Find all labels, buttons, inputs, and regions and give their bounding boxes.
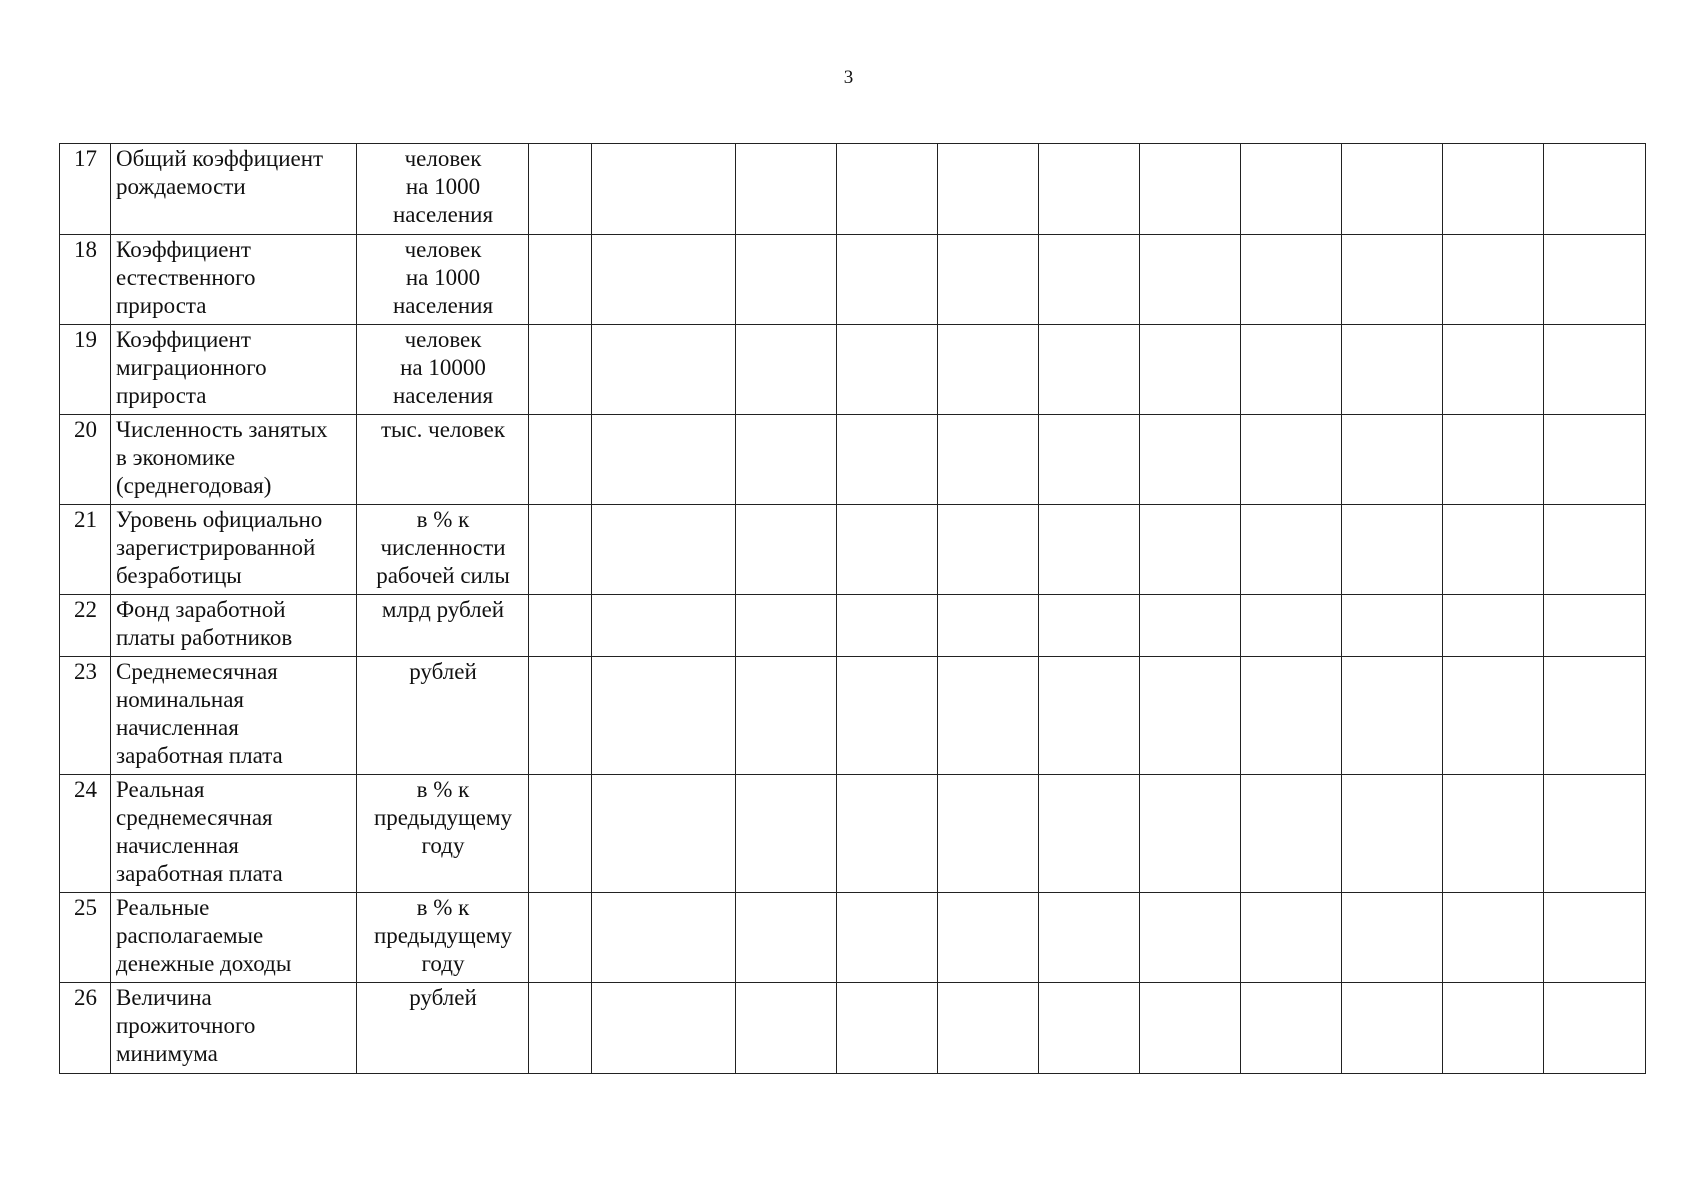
table-row	[60, 144, 1646, 235]
value-cell	[592, 415, 736, 505]
value-cell	[529, 657, 592, 775]
indicator-name	[111, 144, 357, 235]
value-cell	[1544, 505, 1646, 595]
value-cell	[1039, 415, 1140, 505]
value-cell	[1544, 775, 1646, 893]
value-cell	[736, 144, 837, 235]
value-cell	[1241, 657, 1342, 775]
indicator-name-line: заработная плата	[116, 743, 283, 768]
value-cell	[938, 595, 1039, 657]
indicator-name-line: в экономике	[116, 445, 236, 470]
indicator-name-line: Уровень официально	[116, 507, 323, 532]
indicator-name-line: (среднегодовая)	[116, 473, 272, 498]
indicator-name-line: Коэффициент	[116, 327, 251, 352]
table-row	[60, 325, 1646, 415]
value-cell	[1342, 595, 1443, 657]
value-cell	[1039, 505, 1140, 595]
table-row	[60, 595, 1646, 657]
value-cell	[529, 325, 592, 415]
value-cell	[938, 415, 1039, 505]
value-cell	[837, 505, 938, 595]
value-cell	[837, 983, 938, 1074]
unit-of-measure	[357, 775, 529, 893]
value-cell	[1443, 235, 1544, 325]
value-cell	[592, 775, 736, 893]
value-cell	[1544, 983, 1646, 1074]
value-cell	[592, 657, 736, 775]
indicator-name-line: Коэффициент	[116, 237, 251, 262]
value-cell	[529, 775, 592, 893]
table-body	[60, 144, 1646, 1074]
unit-of-measure	[357, 595, 529, 657]
value-cell	[1039, 235, 1140, 325]
indicator-name-line: Численность занятых	[116, 417, 328, 442]
row-number: 26	[60, 983, 111, 1074]
indicator-name-line: заработная плата	[116, 861, 283, 886]
unit-of-measure	[357, 415, 529, 505]
value-cell	[736, 983, 837, 1074]
value-cell	[736, 235, 837, 325]
unit-line: человек	[404, 146, 482, 171]
indicator-name	[111, 657, 357, 775]
value-cell	[1544, 325, 1646, 415]
value-cell	[1039, 983, 1140, 1074]
value-cell	[1342, 983, 1443, 1074]
value-cell	[1241, 775, 1342, 893]
value-cell	[1342, 657, 1443, 775]
value-cell	[1241, 505, 1342, 595]
row-number: 18	[60, 235, 111, 325]
value-cell	[1342, 415, 1443, 505]
value-cell	[1039, 595, 1140, 657]
indicator-name-line: Фонд заработной	[116, 597, 286, 622]
value-cell	[1443, 415, 1544, 505]
value-cell	[837, 325, 938, 415]
value-cell	[1039, 144, 1140, 235]
unit-line: населения	[392, 293, 494, 318]
value-cell	[529, 415, 592, 505]
unit-line: тыс. человек	[380, 417, 506, 442]
indicator-name	[111, 505, 357, 595]
unit-line: предыдущему	[373, 923, 513, 948]
unit-line: рублей	[409, 659, 477, 684]
unit-of-measure	[357, 657, 529, 775]
value-cell	[938, 893, 1039, 983]
indicator-name-line: рождаемости	[116, 174, 246, 199]
indicator-name-line: денежные доходы	[116, 951, 292, 976]
table-row	[60, 505, 1646, 595]
indicator-name	[111, 235, 357, 325]
unit-line: млрд рублей	[381, 597, 505, 622]
unit-line: численности	[380, 535, 506, 560]
unit-of-measure	[357, 235, 529, 325]
value-cell	[837, 415, 938, 505]
indicator-name-line: Величина	[116, 985, 212, 1010]
value-cell	[736, 505, 837, 595]
value-cell	[837, 657, 938, 775]
value-cell	[1443, 657, 1544, 775]
unit-line: человек	[404, 327, 482, 352]
indicator-name-line: располагаемые	[116, 923, 264, 948]
indicator-name-line: минимума	[116, 1041, 218, 1066]
unit-of-measure	[357, 144, 529, 235]
value-cell	[1544, 144, 1646, 235]
table-row	[60, 983, 1646, 1074]
value-cell	[938, 505, 1039, 595]
value-cell	[1241, 893, 1342, 983]
value-cell	[1342, 775, 1443, 893]
value-cell	[592, 893, 736, 983]
value-cell	[1443, 505, 1544, 595]
row-number: 19	[60, 325, 111, 415]
value-cell	[938, 775, 1039, 893]
value-cell	[1039, 657, 1140, 775]
value-cell	[736, 415, 837, 505]
value-cell	[736, 325, 837, 415]
value-cell	[529, 893, 592, 983]
table-row	[60, 657, 1646, 775]
value-cell	[529, 144, 592, 235]
value-cell	[1544, 657, 1646, 775]
value-cell	[736, 775, 837, 893]
value-cell	[938, 657, 1039, 775]
unit-of-measure	[357, 505, 529, 595]
value-cell	[1039, 775, 1140, 893]
value-cell	[1443, 775, 1544, 893]
unit-of-measure	[357, 893, 529, 983]
value-cell	[1342, 505, 1443, 595]
value-cell	[1140, 505, 1241, 595]
indicator-name-line: безработицы	[116, 563, 242, 588]
indicator-name-line: среднемесячная	[116, 805, 273, 830]
value-cell	[1241, 415, 1342, 505]
value-cell	[1241, 325, 1342, 415]
unit-line: на 1000	[405, 265, 481, 290]
value-cell	[1544, 595, 1646, 657]
indicator-name-line: Среднемесячная	[116, 659, 278, 684]
value-cell	[1342, 144, 1443, 235]
value-cell	[938, 235, 1039, 325]
value-cell	[1443, 983, 1544, 1074]
indicator-name-line: естественного	[116, 265, 256, 290]
indicator-name	[111, 415, 357, 505]
value-cell	[592, 235, 736, 325]
unit-line: году	[421, 833, 465, 858]
value-cell	[1443, 595, 1544, 657]
value-cell	[592, 144, 736, 235]
indicator-name-line: зарегистрированной	[116, 535, 316, 560]
unit-line: на 1000	[405, 174, 481, 199]
row-number: 22	[60, 595, 111, 657]
indicator-name	[111, 983, 357, 1074]
value-cell	[1140, 415, 1241, 505]
value-cell	[529, 595, 592, 657]
value-cell	[938, 983, 1039, 1074]
indicator-name-line: прироста	[116, 383, 207, 408]
indicator-name	[111, 893, 357, 983]
unit-line: предыдущему	[373, 805, 513, 830]
value-cell	[938, 144, 1039, 235]
unit-line: населения	[392, 202, 494, 227]
value-cell	[736, 657, 837, 775]
value-cell	[1443, 144, 1544, 235]
value-cell	[1140, 775, 1241, 893]
value-cell	[592, 983, 736, 1074]
unit-line: человек	[404, 237, 482, 262]
value-cell	[592, 505, 736, 595]
indicator-name	[111, 595, 357, 657]
value-cell	[1544, 235, 1646, 325]
value-cell	[1443, 325, 1544, 415]
value-cell	[1544, 415, 1646, 505]
indicators-table	[59, 143, 1646, 1074]
row-number: 25	[60, 893, 111, 983]
value-cell	[592, 595, 736, 657]
value-cell	[529, 505, 592, 595]
row-number: 20	[60, 415, 111, 505]
value-cell	[1241, 235, 1342, 325]
value-cell	[837, 893, 938, 983]
unit-line: году	[421, 951, 465, 976]
indicator-name-line: номинальная	[116, 687, 245, 712]
value-cell	[1342, 235, 1443, 325]
table-row	[60, 893, 1646, 983]
value-cell	[837, 235, 938, 325]
unit-line: в % к	[416, 777, 470, 802]
value-cell	[1140, 235, 1241, 325]
indicator-name-line: Реальные	[116, 895, 210, 920]
value-cell	[736, 595, 837, 657]
value-cell	[1241, 983, 1342, 1074]
page-number: 3	[843, 67, 854, 88]
table-row	[60, 775, 1646, 893]
unit-line: на 10000	[400, 355, 486, 380]
value-cell	[1342, 325, 1443, 415]
value-cell	[1140, 893, 1241, 983]
value-cell	[1140, 325, 1241, 415]
value-cell	[736, 893, 837, 983]
unit-line: рублей	[409, 985, 477, 1010]
value-cell	[1241, 144, 1342, 235]
indicator-name-line: начисленная	[116, 833, 239, 858]
unit-line: в % к	[416, 895, 470, 920]
unit-of-measure	[357, 325, 529, 415]
value-cell	[1140, 983, 1241, 1074]
indicator-name-line: прироста	[116, 293, 207, 318]
value-cell	[837, 775, 938, 893]
value-cell	[1443, 893, 1544, 983]
value-cell	[529, 235, 592, 325]
indicator-name-line: миграционного	[116, 355, 267, 380]
value-cell	[1544, 893, 1646, 983]
value-cell	[1241, 595, 1342, 657]
indicator-name	[111, 325, 357, 415]
value-cell	[1140, 144, 1241, 235]
value-cell	[1140, 657, 1241, 775]
row-number: 21	[60, 505, 111, 595]
value-cell	[1342, 893, 1443, 983]
value-cell	[1039, 893, 1140, 983]
value-cell	[837, 595, 938, 657]
row-number: 24	[60, 775, 111, 893]
indicator-name-line: Общий коэффициент	[116, 146, 324, 171]
unit-of-measure	[357, 983, 529, 1074]
unit-line: в % к	[416, 507, 470, 532]
indicator-name-line: платы работников	[116, 625, 293, 650]
row-number: 17	[60, 144, 111, 235]
value-cell	[529, 983, 592, 1074]
value-cell	[938, 325, 1039, 415]
row-number: 23	[60, 657, 111, 775]
indicator-name-line: начисленная	[116, 715, 239, 740]
unit-line: рабочей силы	[376, 563, 510, 588]
table-row	[60, 235, 1646, 325]
unit-line: населения	[392, 383, 494, 408]
indicator-name	[111, 775, 357, 893]
value-cell	[592, 325, 736, 415]
value-cell	[837, 144, 938, 235]
indicator-name-line: Реальная	[116, 777, 205, 802]
table-row	[60, 415, 1646, 505]
indicator-name-line: прожиточного	[116, 1013, 256, 1038]
value-cell	[1039, 325, 1140, 415]
value-cell	[1140, 595, 1241, 657]
